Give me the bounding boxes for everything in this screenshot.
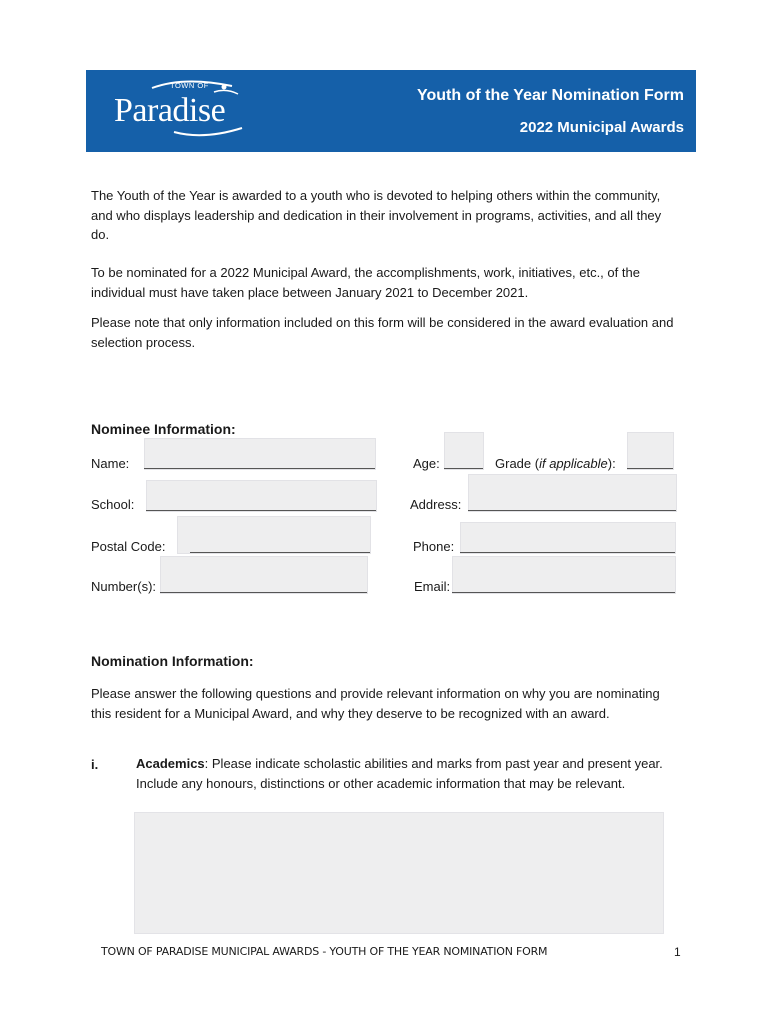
name-underline: [144, 468, 375, 469]
question-number: i.: [91, 757, 99, 772]
question-text: [136, 754, 676, 793]
age-label: Age:: [413, 456, 440, 471]
nomination-intro: Please answer the following questions and provide relevant information on why you are nominating this resident for a Municipal Award, and why they deserve to be recognized with an award.: [91, 686, 660, 721]
intro-paragraph-2: To be nominated for a 2022 Municipal Award, the accomplishments, work, initiatives, etc., of the individual must have taken place between January 2021 to December 2021.: [91, 265, 640, 300]
academics-answer-field[interactable]: [134, 812, 664, 934]
email-field[interactable]: [452, 556, 676, 594]
question-body: : Please indicate scholastic abilities and marks from past year and present year. Include any honours, distinctions or other academic information that may be relevant.: [136, 756, 663, 791]
grade-label: Grade (if applicable):: [495, 456, 616, 471]
name-field[interactable]: [144, 438, 376, 470]
school-label: School:: [91, 497, 135, 512]
postal-code-underline: [190, 552, 370, 553]
page-footer: TOWN OF PARADISE MUNICIPAL AWARDS - YOUTH OF THE YEAR NOMINATION FORM: [101, 945, 548, 958]
logo-text-small: TOWN OF: [170, 81, 209, 90]
name-label: Name:: [91, 456, 130, 471]
address-underline: [468, 510, 676, 511]
intro-paragraph-1: The Youth of the Year is awarded to a youth who is devoted to helping others within the community, and who displays leadership and dedication in their involvement in programs, activities, and all they do.: [91, 188, 662, 242]
town-logo: [114, 78, 244, 144]
age-field[interactable]: [444, 432, 484, 470]
form-title: Youth of the Year Nomination Form: [417, 87, 684, 104]
nominee-heading: Nominee Information:: [91, 421, 236, 437]
phone-label: Phone:: [413, 539, 455, 554]
header-banner: [86, 70, 696, 152]
question-title: Academics: [136, 756, 205, 771]
grade-underline: [627, 468, 673, 469]
nomination-heading: Nomination Information:: [91, 653, 254, 669]
address-field[interactable]: [468, 474, 677, 512]
intro-paragraph-3: Please note that only information included on this form will be considered in the award evaluation and selection process.: [91, 315, 674, 350]
address-label: Address:: [410, 497, 462, 512]
email-label: Email:: [414, 579, 451, 594]
postal-code-field[interactable]: [177, 516, 371, 554]
age-underline: [444, 468, 483, 469]
phone-underline: [460, 552, 675, 553]
form-subtitle: 2022 Municipal Awards: [519, 119, 684, 136]
phone-numbers-label: Number(s):: [91, 579, 157, 594]
page-number: 1: [674, 945, 681, 959]
school-underline: [146, 510, 376, 511]
grade-field[interactable]: [627, 432, 674, 470]
phone-numbers-underline: [160, 592, 367, 593]
school-field[interactable]: [146, 480, 377, 512]
phone-numbers-field[interactable]: [160, 556, 368, 594]
logo-text-big: Paradise: [114, 92, 226, 129]
email-underline: [452, 592, 675, 593]
postal-code-label: Postal Code:: [91, 539, 166, 554]
phone-field[interactable]: [460, 522, 676, 554]
